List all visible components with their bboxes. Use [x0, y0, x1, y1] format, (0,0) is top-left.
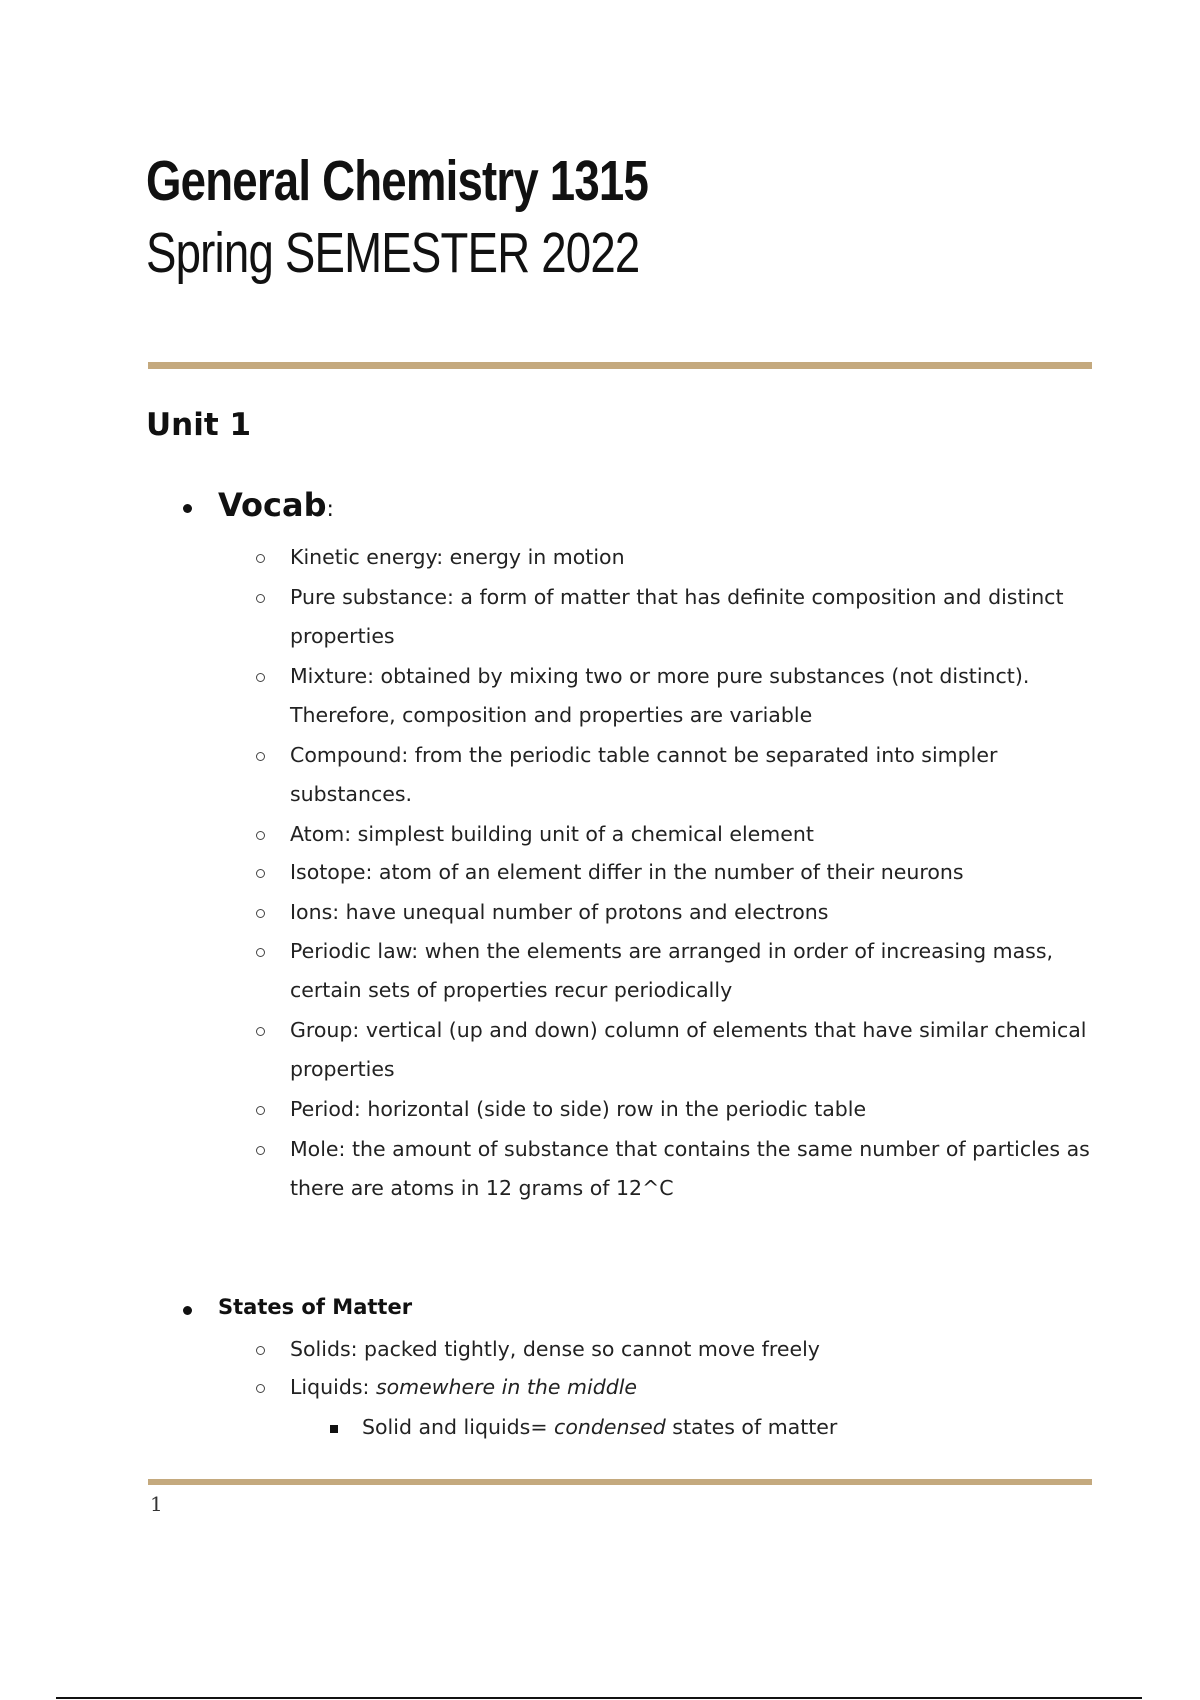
hollow-bullet-icon	[256, 673, 265, 682]
vocab-heading	[218, 486, 334, 524]
vocab-item: Period: horizontal (side to side) row in the periodic table	[290, 1097, 867, 1121]
unit-heading: Unit 1	[146, 407, 252, 443]
states-heading: States of Matter	[218, 1295, 413, 1319]
vocab-item: Atom: simplest building unit of a chemical element	[290, 822, 814, 846]
hollow-bullet-icon	[256, 1146, 265, 1155]
page-edge	[56, 1697, 1142, 1699]
header-divider	[148, 362, 1092, 369]
vocab-heading-colon: :	[326, 497, 334, 522]
hollow-bullet-icon	[256, 1384, 265, 1393]
hollow-bullet-icon	[256, 909, 265, 918]
hollow-bullet-icon	[256, 594, 265, 603]
vocab-heading-label: Vocab	[218, 486, 327, 524]
subitem-suffix: states of matter	[665, 1415, 838, 1439]
liquids-label: Liquids:	[290, 1375, 376, 1399]
vocab-item: Ions: have unequal number of protons and electrons	[290, 900, 829, 924]
hollow-bullet-icon	[256, 752, 265, 761]
states-item-liquids	[290, 1368, 1090, 1407]
liquids-description: somewhere in the middle	[375, 1375, 638, 1399]
square-bullet-icon	[330, 1425, 338, 1433]
hollow-bullet-icon	[256, 1106, 265, 1115]
vocab-item: Kinetic energy: energy in motion	[290, 545, 625, 569]
vocab-item: Isotope: atom of an element differ in the number of their neurons	[290, 860, 964, 884]
hollow-bullet-icon	[256, 831, 265, 840]
vocab-item: Compound: from the periodic table cannot be separated into simpler substances.	[290, 743, 998, 806]
vocab-item: Periodic law: when the elements are arranged in order of increasing mass, certain sets of properties recur periodically	[290, 939, 1054, 1002]
bullet-icon	[183, 504, 192, 513]
hollow-bullet-icon	[256, 1027, 265, 1036]
vocab-item: Mole: the amount of substance that contains the same number of particles as there are atoms in 12 grams of 12^C	[290, 1137, 1090, 1200]
hollow-bullet-icon	[256, 1346, 265, 1355]
document-title: General Chemistry 1315	[146, 149, 649, 213]
subitem-emphasis: condensed	[554, 1415, 666, 1439]
subitem-prefix: Solid and liquids=	[362, 1415, 555, 1439]
document-subtitle: Spring SEMESTER 2022	[146, 221, 640, 285]
states-item-solids: Solids: packed tightly, dense so cannot move freely	[290, 1337, 820, 1361]
states-subitem-condensed	[362, 1408, 837, 1447]
vocab-item: Group: vertical (up and down) column of elements that have similar chemical properties	[290, 1018, 1087, 1081]
vocab-item: Mixture: obtained by mixing two or more pure substances (not distinct). Therefore, composition and properties are variable	[290, 664, 1030, 727]
page-number: 1	[150, 1492, 163, 1516]
hollow-bullet-icon	[256, 554, 265, 563]
hollow-bullet-icon	[256, 948, 265, 957]
vocab-item: Pure substance: a form of matter that has definite composition and distinct properties	[290, 585, 1064, 648]
footer-divider	[148, 1479, 1092, 1485]
bullet-icon	[183, 1306, 192, 1315]
hollow-bullet-icon	[256, 869, 265, 878]
